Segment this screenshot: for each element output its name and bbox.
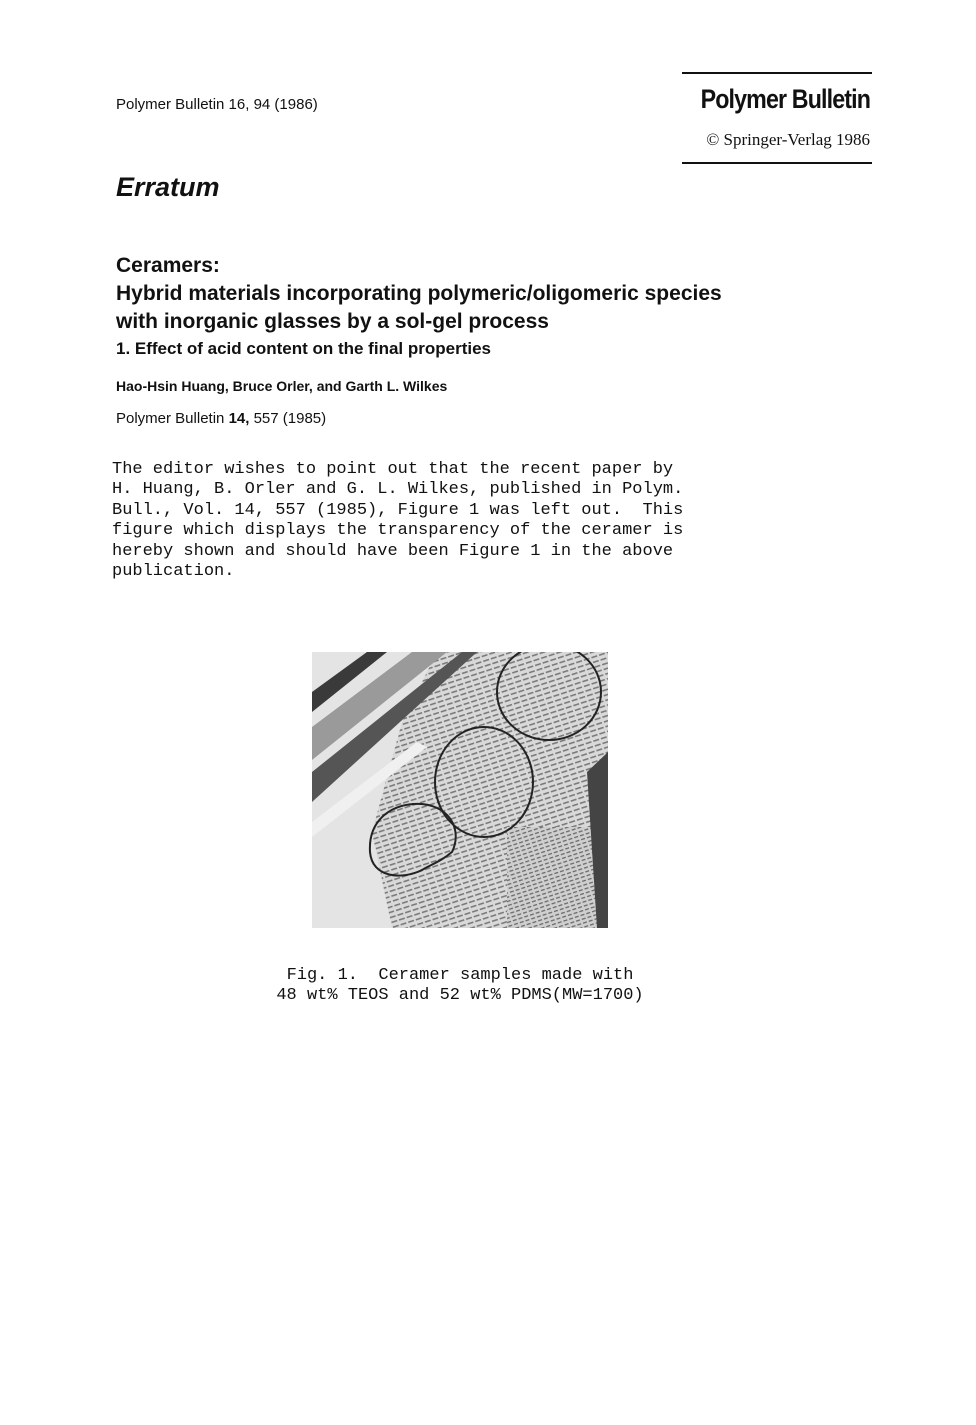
caption-line: 48 wt% TEOS and 52 wt% PDMS(MW=1700): [276, 986, 644, 1006]
article-title-block: [116, 252, 876, 360]
citation-line: Polymer Bulletin 16, 94 (1986): [116, 96, 318, 113]
journal-name: Polymer Bulletin: [700, 84, 870, 114]
body-line: Bull., Vol. 14, 557 (1985), Figure 1 was left out. This: [112, 500, 684, 520]
caption-line: Fig. 1. Ceramer samples made with: [286, 966, 634, 985]
title-line: Hybrid materials incorporating polymeric/oligomeric species: [116, 282, 722, 305]
authors: Hao-Hsin Huang, Bruce Orler, and Garth L. Wilkes: [116, 378, 448, 394]
original-reference: [116, 410, 326, 427]
publisher-copyright: © Springer-Verlag 1986: [706, 130, 870, 149]
erratum-body: [112, 460, 683, 582]
figure-photo: [312, 652, 608, 928]
body-line: H. Huang, B. Orler and G. L. Wilkes, published in Polym.: [112, 480, 684, 500]
figure-caption: [200, 966, 720, 1007]
title-line: Ceramers:: [116, 254, 220, 277]
section-label: Erratum: [116, 172, 220, 202]
original-ref-journal: Polymer Bulletin: [116, 410, 225, 427]
body-line: The editor wishes to point out that the recent paper by: [112, 460, 674, 479]
body-line: hereby shown and should have been Figure 1 in the above: [112, 541, 674, 561]
original-ref-pages: 557 (1985): [253, 410, 327, 427]
body-line: publication.: [112, 562, 235, 582]
article-subtitle: 1. Effect of acid content on the final properties: [116, 339, 491, 358]
original-ref-volume: 14,: [228, 410, 250, 427]
journal-masthead: [682, 72, 872, 164]
body-line: figure which displays the transparency of the ceramer is: [112, 521, 684, 541]
title-line: with inorganic glasses by a sol-gel process: [116, 310, 549, 333]
